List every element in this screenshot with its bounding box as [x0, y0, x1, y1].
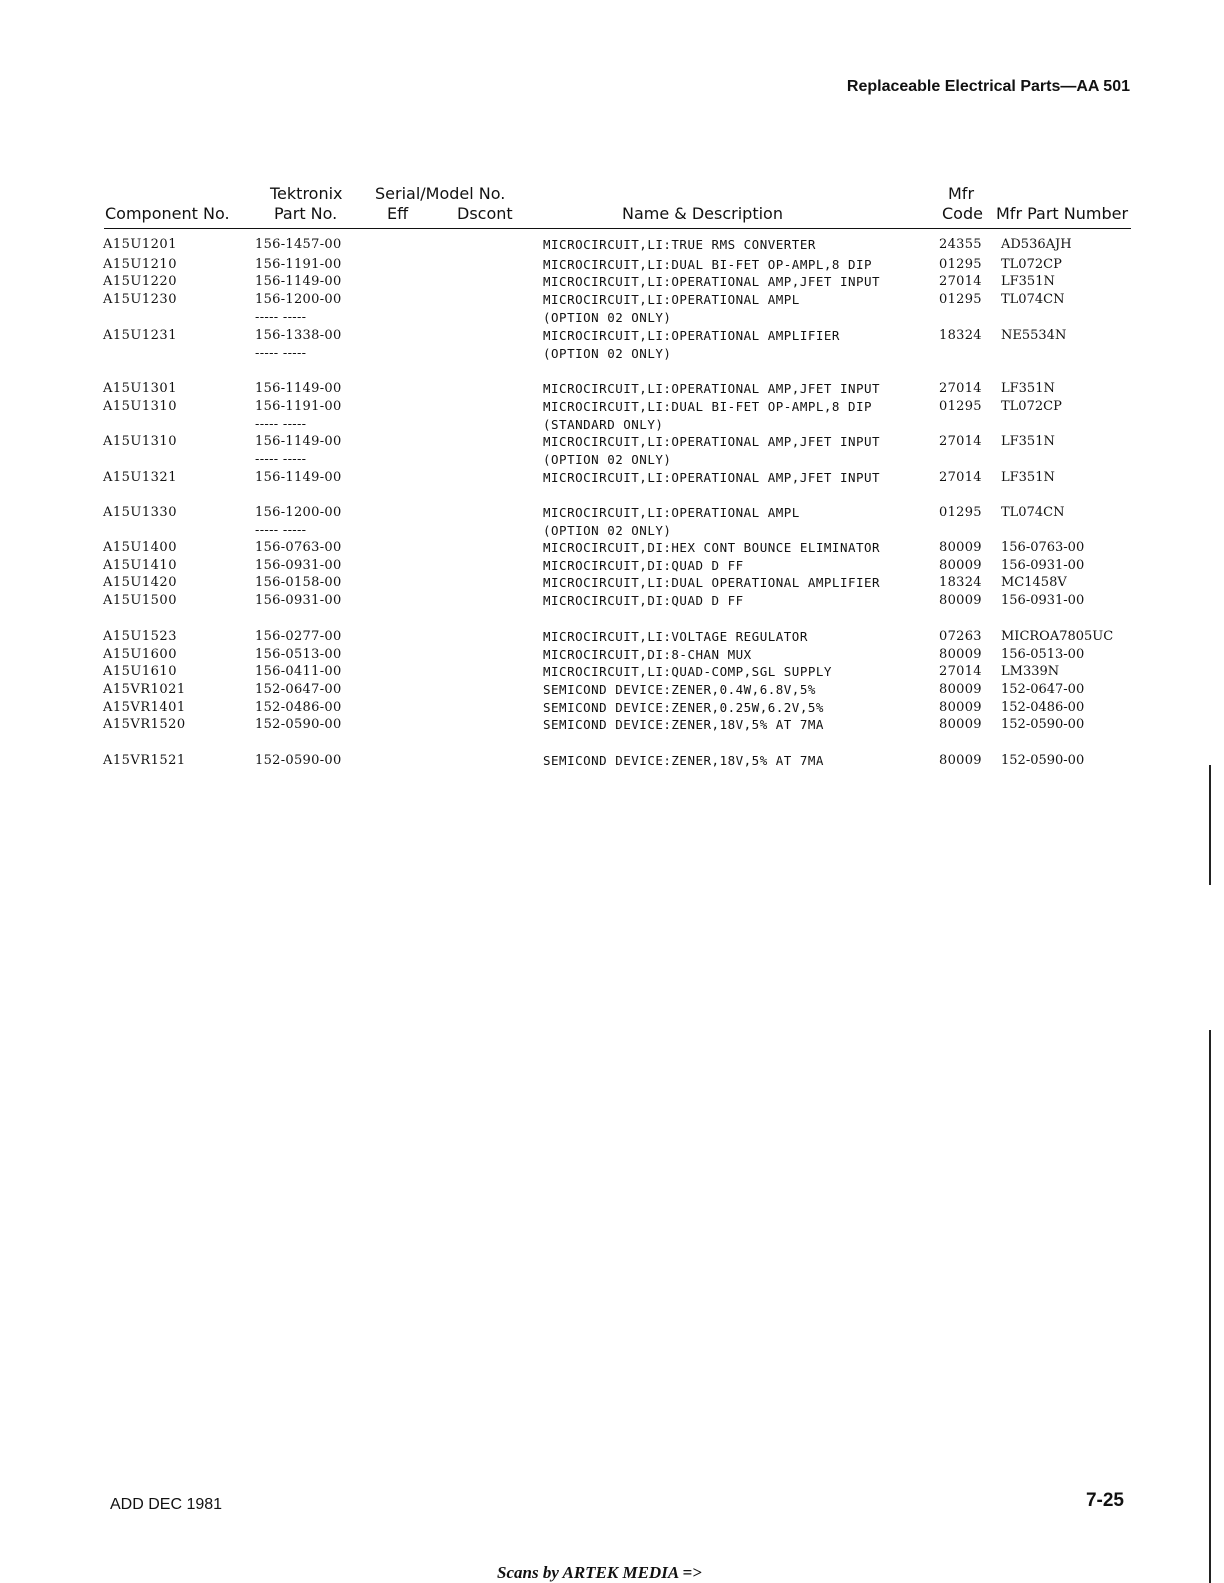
part-no: ----- -----: [255, 452, 307, 467]
mfr-code: 80009: [939, 558, 982, 573]
mfr-code: 27014: [939, 664, 982, 679]
description: MICROCIRCUIT,DI:QUAD D FF: [543, 593, 744, 608]
table-row: [0, 628, 1224, 646]
description: (OPTION 02 ONLY): [543, 310, 672, 325]
mfr-part-number: MC1458V: [1001, 575, 1067, 590]
mfr-part-number: LF351N: [1001, 434, 1055, 449]
component-no: A15U1220: [103, 274, 177, 289]
description: SEMICOND DEVICE:ZENER,18V,5% AT 7MA: [543, 753, 824, 768]
mfr-part-number: TL074CN: [1001, 292, 1065, 307]
component-no: A15U1600: [103, 647, 177, 662]
mfr-code: 07263: [939, 629, 982, 644]
part-no: 156-0931-00: [255, 593, 342, 608]
table-row: [0, 416, 1224, 434]
table-row: [0, 574, 1224, 592]
mfr-part-number: 152-0647-00: [1001, 682, 1085, 697]
mfr-code: 80009: [939, 753, 982, 768]
part-no: 156-1149-00: [255, 434, 342, 449]
part-no: 156-0158-00: [255, 575, 342, 590]
mfr-part-number: 156-0931-00: [1001, 558, 1085, 573]
component-no: A15U1400: [103, 540, 177, 555]
col-mfr: Mfr: [948, 184, 975, 203]
mfr-part-number: 152-0590-00: [1001, 753, 1085, 768]
part-no: 156-1200-00: [255, 292, 342, 307]
description: SEMICOND DEVICE:ZENER,0.4W,6.8V,5%: [543, 682, 816, 697]
description: (OPTION 02 ONLY): [543, 346, 672, 361]
component-no: A15U1310: [103, 399, 177, 414]
mfr-code: 01295: [939, 399, 982, 414]
description: MICROCIRCUIT,LI:OPERATIONAL AMP,JFET INPUT: [543, 434, 881, 449]
description: MICROCIRCUIT,DI:HEX CONT BOUNCE ELIMINATOR: [543, 540, 881, 555]
component-no: A15U1410: [103, 558, 177, 573]
mfr-part-number: MICROA7805UC: [1001, 629, 1114, 644]
mfr-part-number: AD536AJH: [1001, 237, 1072, 252]
table-row: [0, 309, 1224, 327]
col-mfr-code: Code: [942, 204, 983, 223]
table-row: [0, 327, 1224, 345]
description: (STANDARD ONLY): [543, 417, 664, 432]
mfr-code: 18324: [939, 575, 982, 590]
part-no: 156-1191-00: [255, 399, 342, 414]
part-no: 156-0411-00: [255, 664, 342, 679]
col-dscont: Dscont: [457, 204, 513, 223]
mfr-part-number: 156-0513-00: [1001, 647, 1085, 662]
component-no: A15U1321: [103, 470, 177, 485]
component-no: A15U1210: [103, 257, 177, 272]
mfr-part-number: 156-0763-00: [1001, 540, 1085, 555]
col-component: Component No.: [105, 204, 230, 223]
mfr-code: 80009: [939, 682, 982, 697]
part-no: 156-1200-00: [255, 505, 342, 520]
description: MICROCIRCUIT,LI:VOLTAGE REGULATOR: [543, 629, 808, 644]
scan-credit: Scans by ARTEK MEDIA =>: [497, 1563, 702, 1582]
component-no: A15U1230: [103, 292, 177, 307]
part-no: 152-0486-00: [255, 700, 342, 715]
col-part-no: Part No.: [274, 204, 338, 223]
table-row: [0, 345, 1224, 363]
mfr-code: 01295: [939, 505, 982, 520]
mfr-code: 80009: [939, 700, 982, 715]
header-rule: [104, 228, 1131, 229]
table-row: [0, 256, 1224, 274]
table-row: [0, 451, 1224, 469]
part-no: 152-0590-00: [255, 753, 342, 768]
mfr-code: 27014: [939, 274, 982, 289]
description: MICROCIRCUIT,LI:OPERATIONAL AMP,JFET INPUT: [543, 274, 881, 289]
part-no: 152-0590-00: [255, 717, 342, 732]
component-no: A15U1201: [103, 237, 177, 252]
table-row: [0, 398, 1224, 416]
description: MICROCIRCUIT,LI:OPERATIONAL AMPL: [543, 505, 800, 520]
component-no: A15U1420: [103, 575, 177, 590]
mfr-part-number: 156-0931-00: [1001, 593, 1085, 608]
mfr-code: 27014: [939, 434, 982, 449]
col-serial-model: Serial/Model No.: [375, 184, 506, 203]
component-no: A15U1523: [103, 629, 177, 644]
mfr-part-number: LF351N: [1001, 274, 1055, 289]
part-no: 156-1149-00: [255, 470, 342, 485]
mfr-code: 80009: [939, 540, 982, 555]
part-no: ----- -----: [255, 310, 307, 325]
mfr-code: 80009: [939, 717, 982, 732]
mfr-part-number: TL072CP: [1001, 399, 1062, 414]
table-row: [0, 752, 1224, 770]
mfr-code: 18324: [939, 328, 982, 343]
mfr-code: 80009: [939, 593, 982, 608]
table-row: [0, 663, 1224, 681]
component-no: A15U1610: [103, 664, 177, 679]
table-row: [0, 681, 1224, 699]
component-no: A15U1231: [103, 328, 177, 343]
mfr-code: 24355: [939, 237, 982, 252]
table-row: [0, 236, 1224, 254]
table-row: [0, 433, 1224, 451]
description: MICROCIRCUIT,DI:8-CHAN MUX: [543, 647, 752, 662]
part-no: 156-0277-00: [255, 629, 342, 644]
description: MICROCIRCUIT,LI:DUAL BI-FET OP-AMPL,8 DIP: [543, 399, 873, 414]
table-row: [0, 646, 1224, 664]
footer-date: ADD DEC 1981: [110, 1496, 223, 1513]
description: MICROCIRCUIT,LI:QUAD-COMP,SGL SUPPLY: [543, 664, 832, 679]
part-no: 156-0513-00: [255, 647, 342, 662]
component-no: A15VR1521: [103, 753, 186, 768]
description: SEMICOND DEVICE:ZENER,18V,5% AT 7MA: [543, 717, 824, 732]
component-no: A15U1301: [103, 381, 177, 396]
mfr-code: 80009: [939, 647, 982, 662]
page-number: 7-25: [1085, 1490, 1124, 1511]
component-no: A15U1500: [103, 593, 177, 608]
col-mfr-part-number: Mfr Part Number: [996, 204, 1129, 223]
mfr-code: 01295: [939, 257, 982, 272]
mfr-code: 27014: [939, 381, 982, 396]
part-no: ----- -----: [255, 346, 307, 361]
table-row: [0, 716, 1224, 734]
description: (OPTION 02 ONLY): [543, 523, 672, 538]
col-eff: Eff: [387, 204, 409, 223]
table-row: [0, 539, 1224, 557]
part-no: 156-0763-00: [255, 540, 342, 555]
mfr-part-number: LM339N: [1001, 664, 1060, 679]
component-no: A15U1310: [103, 434, 177, 449]
table-row: [0, 469, 1224, 487]
part-no: ----- -----: [255, 417, 307, 432]
part-no: 156-1149-00: [255, 274, 342, 289]
mfr-code: 27014: [939, 470, 982, 485]
part-no: 156-0931-00: [255, 558, 342, 573]
table-row: [0, 592, 1224, 610]
col-name-description: Name & Description: [622, 204, 783, 223]
table-row: [0, 273, 1224, 291]
description: (OPTION 02 ONLY): [543, 452, 672, 467]
mfr-part-number: LF351N: [1001, 381, 1055, 396]
mfr-part-number: LF351N: [1001, 470, 1055, 485]
mfr-part-number: 152-0590-00: [1001, 717, 1085, 732]
scan-edge-line: [1209, 765, 1211, 885]
component-no: A15U1330: [103, 505, 177, 520]
component-no: A15VR1021: [103, 682, 186, 697]
description: MICROCIRCUIT,LI:DUAL BI-FET OP-AMPL,8 DIP: [543, 257, 873, 272]
description: MICROCIRCUIT,LI:OPERATIONAL AMP,JFET INPUT: [543, 381, 881, 396]
mfr-part-number: TL072CP: [1001, 257, 1062, 272]
part-no: 156-1338-00: [255, 328, 342, 343]
table-row: [0, 380, 1224, 398]
description: MICROCIRCUIT,LI:OPERATIONAL AMPL: [543, 292, 800, 307]
mfr-part-number: TL074CN: [1001, 505, 1065, 520]
table-row: [0, 504, 1224, 522]
description: SEMICOND DEVICE:ZENER,0.25W,6.2V,5%: [543, 700, 824, 715]
mfr-part-number: 152-0486-00: [1001, 700, 1085, 715]
table-row: [0, 699, 1224, 717]
mfr-part-number: NE5534N: [1001, 328, 1067, 343]
table-row: [0, 522, 1224, 540]
component-no: A15VR1401: [103, 700, 186, 715]
page-header-title: Replaceable Electrical Parts—AA 501: [846, 78, 1130, 95]
description: MICROCIRCUIT,DI:QUAD D FF: [543, 558, 744, 573]
description: MICROCIRCUIT,LI:OPERATIONAL AMP,JFET INPUT: [543, 470, 881, 485]
description: MICROCIRCUIT,LI:OPERATIONAL AMPLIFIER: [543, 328, 840, 343]
table-row: [0, 557, 1224, 575]
scan-edge-line: [1209, 1030, 1211, 1583]
part-no: 156-1457-00: [255, 237, 342, 252]
table-row: [0, 291, 1224, 309]
part-no: 156-1149-00: [255, 381, 342, 396]
component-no: A15VR1520: [103, 717, 186, 732]
mfr-code: 01295: [939, 292, 982, 307]
part-no: 156-1191-00: [255, 257, 342, 272]
col-tektronix: Tektronix: [270, 184, 343, 203]
description: MICROCIRCUIT,LI:TRUE RMS CONVERTER: [543, 237, 816, 252]
part-no: ----- -----: [255, 523, 307, 538]
part-no: 152-0647-00: [255, 682, 342, 697]
description: MICROCIRCUIT,LI:DUAL OPERATIONAL AMPLIFIER: [543, 575, 881, 590]
